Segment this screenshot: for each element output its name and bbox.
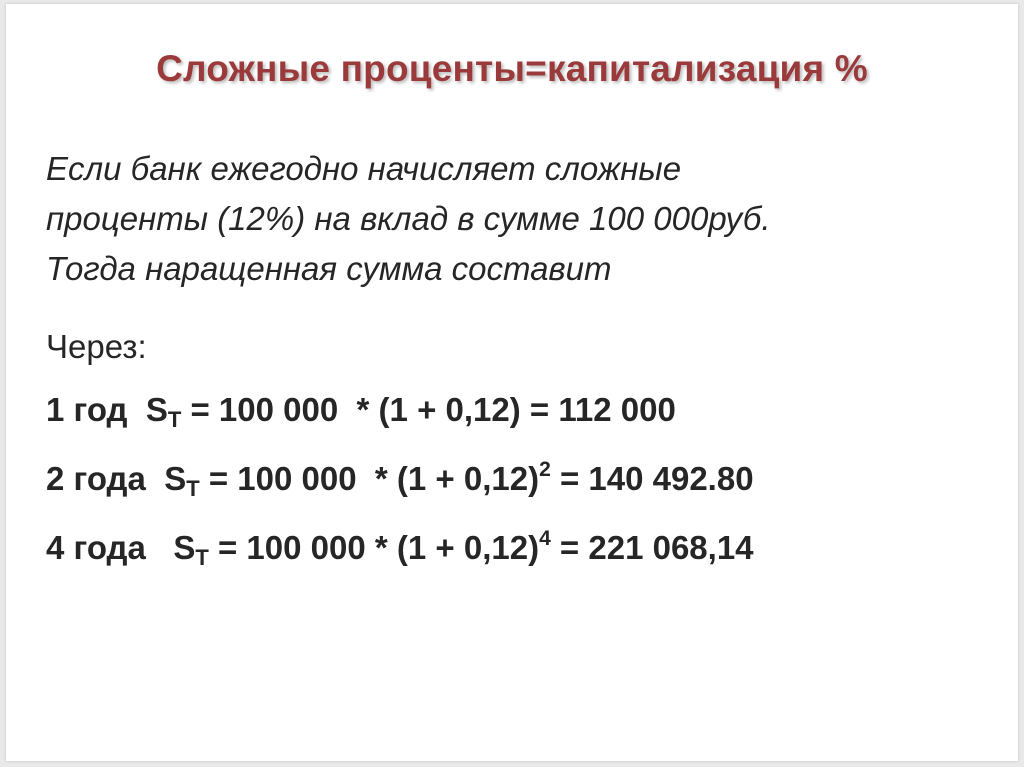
formula-subscript: T xyxy=(186,476,200,501)
formula-symbol: S xyxy=(164,460,187,497)
intro-line-1: Если банк ежегодно начисляет сложные xyxy=(46,150,682,187)
formula-period: 2 года xyxy=(46,460,165,497)
formula-period: 4 года xyxy=(46,529,174,566)
formula-exponent: 2 xyxy=(539,458,551,481)
slide-title: Сложные проценты=капитализация % xyxy=(156,48,868,89)
formula-exponent: 4 xyxy=(539,527,551,550)
formula-expression: = 100 000 * (1 + 0,12) xyxy=(181,391,521,428)
formula-subscript: T xyxy=(167,407,182,432)
formula-expression: = 100 000 * (1 + 0,12) xyxy=(208,529,540,566)
formula-result: = 140 492.80 xyxy=(550,460,754,497)
formula-expression: = 100 000 * (1 + 0,12) xyxy=(199,460,540,497)
slide xyxy=(6,4,1018,761)
formula-2-years xyxy=(46,459,754,499)
intro-line-3: Тогда наращенная сумма составит xyxy=(46,250,612,287)
formula-result: = 221 068,14 xyxy=(550,529,754,566)
intro-paragraph xyxy=(46,144,1006,294)
through-label: Через: xyxy=(46,328,147,365)
formula-4-years xyxy=(46,528,754,568)
formula-result: = 112 000 xyxy=(520,391,676,428)
intro-line-2: проценты (12%) на вклад в сумме 100 000руб. xyxy=(46,200,771,237)
formula-symbol: S xyxy=(145,391,168,428)
formula-symbol: S xyxy=(173,529,196,566)
formula-period: 1 год xyxy=(46,391,146,428)
formula-subscript: T xyxy=(195,545,209,570)
formula-1-year xyxy=(46,390,676,430)
